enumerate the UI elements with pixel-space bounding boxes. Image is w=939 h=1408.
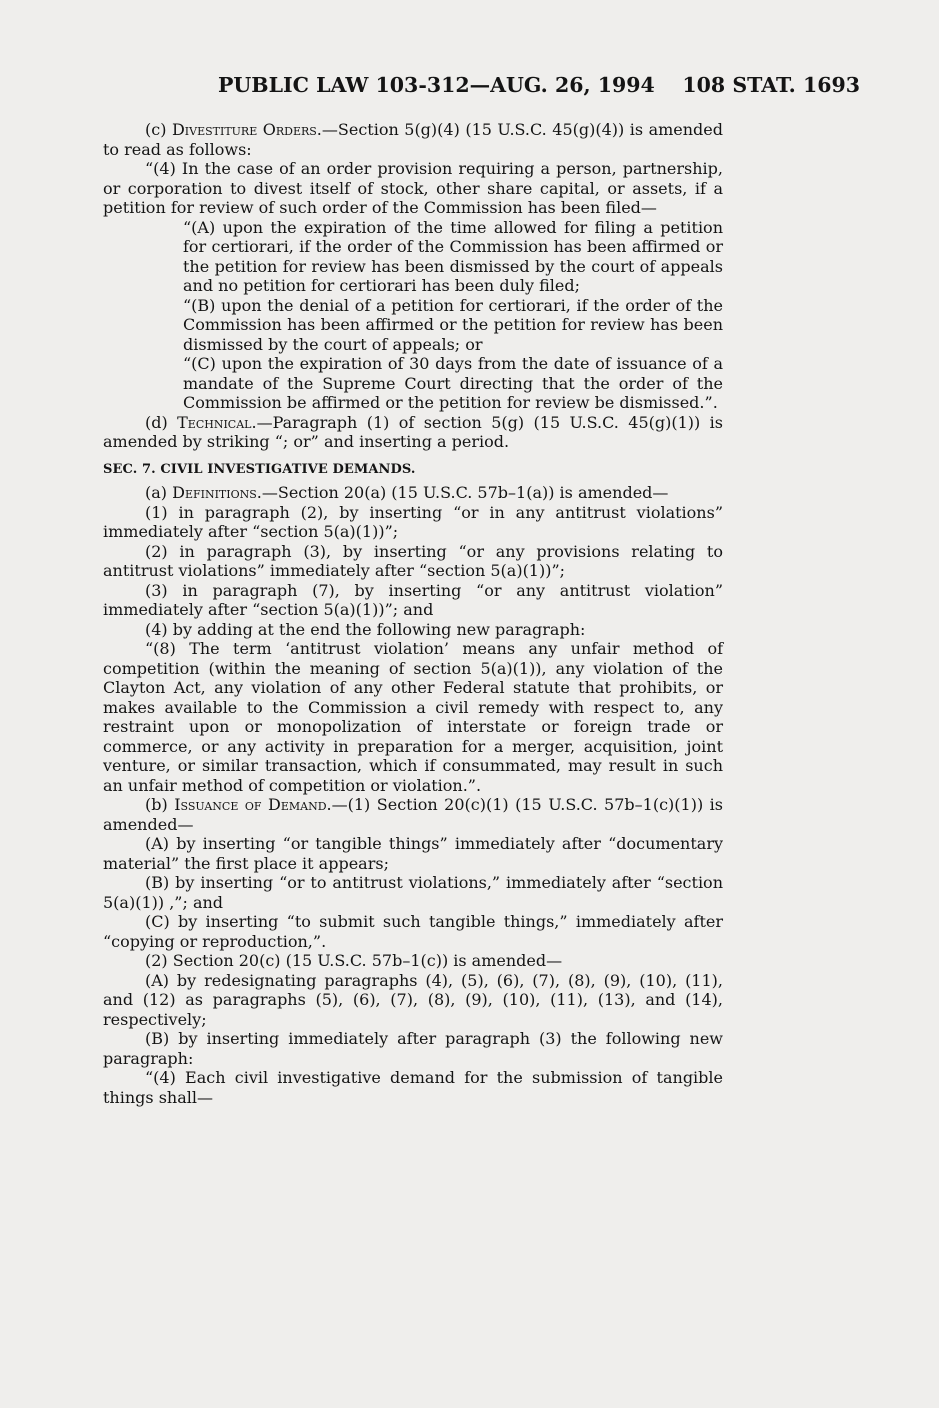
subsection-d-text: —Paragraph (1) of section 5(g) (15 U.S.C. 45(g)(1)) is amended by striking “; or” and inserting a period.: [103, 412, 723, 451]
subsection-c-label: (c): [145, 120, 172, 139]
subsection-d-caption: Technical.: [177, 412, 257, 432]
subsection-a-text: —Section 20(a) (15 U.S.C. 57b–1(a)) is amended—: [261, 483, 669, 502]
subsection-c-caption: Divestiture Orders.: [171, 120, 322, 139]
paragraph-b2: (2) Section 20(c) (15 U.S.C. 57b–1(c)) is amended—: [145, 951, 563, 970]
document-body: [103, 120, 723, 1107]
subsection-a-caption: Definitions.: [172, 483, 262, 502]
subsection-a: [103, 483, 723, 503]
subsection-b: [103, 795, 723, 834]
quoted-subparagraph-b: “(B) upon the denial of a petition for certiorari, if the order of the Commission has been affirmed or the petition for review has been dismissed by the court of appeals; or: [183, 295, 723, 354]
paragraph-a2: (2) in paragraph (3), by inserting “or any provisions relating to antitrust violations” immediately after “section 5(a)(1))”;: [103, 541, 723, 580]
quoted-paragraph-8: “(8) The term ‘antitrust violation’ means any unfair method of competition (within the meaning of section 5(a)(1)), any violation of the Clayton Act, any violation of any other Federal statute that prohibits, or makes available to the Commission a civil remedy with respect to, any restraint upon or monopolization of interstate or foreign trade or commerce, or any activity in preparation for a merger, acquisition, joint venture, or similar transaction, which if consummated, may result in such an unfair method of competition or violation.”.: [103, 639, 723, 795]
subsection-b-text: —(1) Section 20(c)(1) (15 U.S.C. 57b–1(c)(1)) is amended—: [103, 795, 724, 834]
paragraph-b1-b: (B) by inserting “or to antitrust violations,” immediately after “section 5(a)(1)) ,”; and: [103, 873, 723, 912]
quoted-paragraph-4-tangible: “(4) Each civil investigative demand for the submission of tangible things shall—: [103, 1068, 723, 1107]
paragraph-b2-a: (A) by redesignating paragraphs (4), (5), (6), (7), (8), (9), (10), (11), and (12) as paragraphs (5), (6), (7), (8), (9), (10), (11), (13), and (14), respectively;: [103, 970, 723, 1029]
paragraph-a4: (4) by adding at the end the following new paragraph:: [145, 619, 586, 639]
paragraph-b1-a: (A) by inserting “or tangible things” immediately after “documentary material” the first place it appears;: [103, 834, 723, 873]
paragraph-a1: (1) in paragraph (2), by inserting “or in any antitrust violations” immediately after “section 5(a)(1))”;: [103, 502, 723, 541]
subsection-d-label: (d): [145, 412, 178, 432]
quoted-paragraph-4: “(4) In the case of an order provision requiring a person, partnership, or corporation to divest itself of stock, other share capital, or assets, if a petition for review of such order of the Commission has been filed—: [103, 159, 723, 217]
subsection-d: [103, 413, 723, 452]
statute-page-number: 108 STAT. 1693: [682, 73, 860, 97]
quoted-subparagraph-c: “(C) upon the expiration of 30 days from the date of issuance of a mandate of the Supreme Court directing that the order of the Commission be affirmed or the petition for review be dismissed.”.: [183, 354, 723, 412]
page-header: [103, 70, 860, 100]
subsection-c: [103, 120, 723, 159]
subsection-c-text: —Section 5(g)(4) (15 U.S.C. 45(g)(4)) is amended to read as follows:: [103, 120, 724, 159]
subsection-b-caption: Issuance of Demand.: [174, 795, 332, 814]
subsection-b-label: (b): [145, 795, 175, 814]
paragraph-b2-b: (B) by inserting immediately after paragraph (3) the following new paragraph:: [103, 1029, 723, 1068]
section-7-heading: SEC. 7. CIVIL INVESTIGATIVE DEMANDS.: [103, 461, 416, 477]
quoted-subparagraph-a: “(A) upon the expiration of the time allowed for filing a petition for certiorari, if the order of the Commission has been affirmed or the petition for review has been dismissed by the court of appeals and no petition for certiorari has been duly filed;: [183, 217, 723, 295]
header-title: PUBLIC LAW 103-312—AUG. 26, 1994: [218, 73, 655, 97]
subsection-a-label: (a): [145, 483, 173, 502]
paragraph-a3: (3) in paragraph (7), by inserting “or any antitrust violation” immediately after “section 5(a)(1))”; and: [103, 580, 723, 619]
paragraph-b1-c: (C) by inserting “to submit such tangible things,” immediately after “copying or reproduction,”.: [103, 912, 723, 951]
